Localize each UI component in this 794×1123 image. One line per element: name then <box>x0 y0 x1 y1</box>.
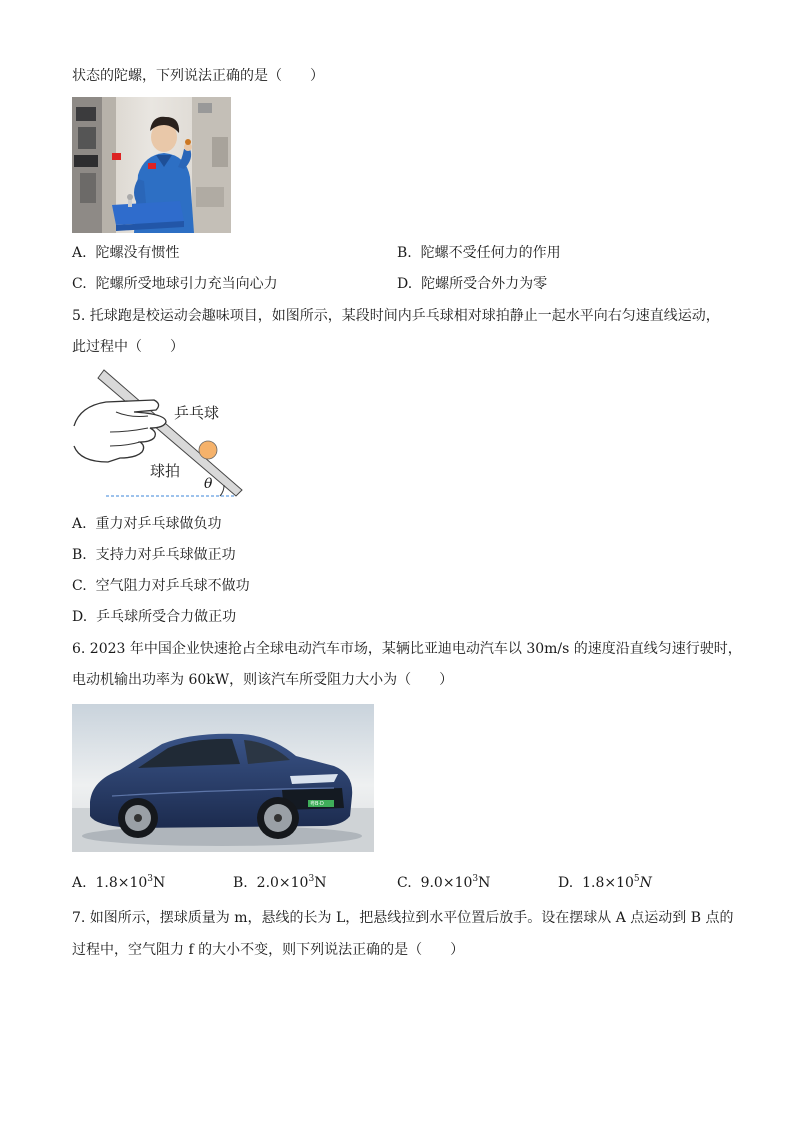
q5-option-b: B. 支持力对乒乓球做正功 <box>72 547 236 563</box>
q5-option-d: D. 乒乓球所受合力做正功 <box>72 609 237 625</box>
car-photo <box>72 704 374 852</box>
q6-option-b: B. $2.0\times 10^3N$ <box>233 874 327 891</box>
q5-option-a: A. 重力对乒乓球做负功 <box>72 516 222 532</box>
astronaut-photo <box>72 97 231 233</box>
q4-option-c: C. 陀螺所受地球引力充当向心力 <box>72 276 278 292</box>
q7-stem-line1: 7. 如图所示，摆球质量为 m，悬线的长为 L，把悬线拉到水平位置后放手。设在摆球从 A 点运动到 B 点的 <box>72 910 734 926</box>
q5-stem-line2: 此过程中（ ） <box>72 339 184 355</box>
q5-option-c: C. 空气阻力对乒乓球不做功 <box>72 578 250 594</box>
license-plate: 粤B·D <box>310 801 324 807</box>
q6-stem-line1: 6. 2023 年中国企业快速抢占全球电动汽车市场，某辆比亚迪电动汽车以 30m/s 的速度沿直线匀速行驶时， <box>72 641 742 657</box>
q5-stem-line1: 5. 托球跑是校运动会趣味项目，如图所示，某段时间内乒乓球相对球拍静止一起水平向右匀速直线运动， <box>72 308 720 324</box>
label-angle: θ <box>204 476 213 492</box>
q4-option-b: B. 陀螺不受任何力的作用 <box>397 245 561 261</box>
q6-option-d: D. $1.8\times 10^5N$ <box>558 874 652 891</box>
paddle-figure <box>70 366 260 502</box>
q6-option-c: C. $9.0\times 10^3N$ <box>397 874 491 891</box>
label-ball: 乒乓球 <box>174 404 220 422</box>
q6-option-a: A. $1.8\times 10^3N$ <box>72 874 166 891</box>
q4-option-a: A. 陀螺没有惯性 <box>72 245 180 261</box>
label-paddle: 球拍 <box>150 462 181 480</box>
q6-stem-line2: 电动机输出功率为 60kW，则该汽车所受阻力大小为（ ） <box>72 672 454 688</box>
q7-stem-line2: 过程中，空气阻力 f 的大小不变，则下列说法正确的是（ ） <box>72 942 465 958</box>
q4-stem-tail: 状态的陀螺，下列说法正确的是（ ） <box>72 68 324 84</box>
q4-option-d: D. 陀螺所受合外力为零 <box>397 276 548 292</box>
